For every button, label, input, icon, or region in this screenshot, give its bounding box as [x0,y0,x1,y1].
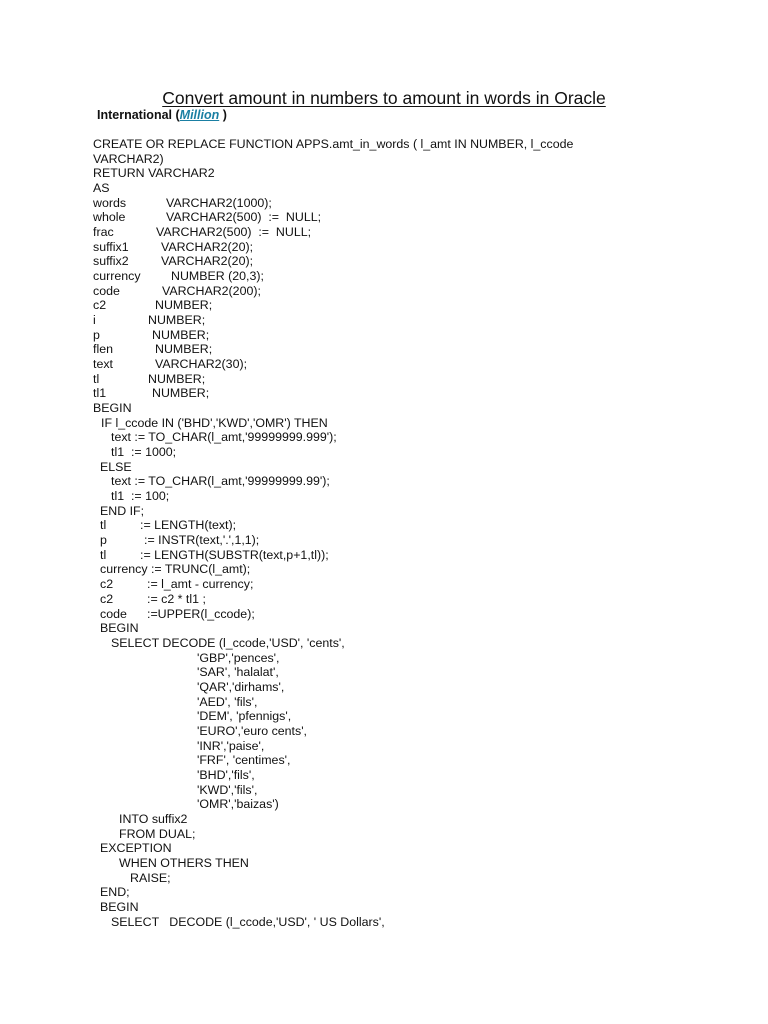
code-line [93,401,673,416]
code-text: BEGIN [100,621,139,636]
code-line [93,915,673,930]
code-line [93,665,673,680]
code-text: 'QAR','dirhams', [197,679,285,694]
code-text: VARCHAR2(30); [155,357,248,372]
code-text: 'INR','paise', [197,738,265,753]
code-listing [93,137,673,929]
code-text: AS [93,181,110,196]
subtitle [97,107,227,123]
code-text: := c2 * tl1 ; [147,591,206,606]
code-line [93,518,673,533]
code-text: text := TO_CHAR(l_amt,'99999999.99'); [111,474,330,489]
code-text: VARCHAR2(500) := NULL; [156,225,312,240]
code-text: 'AED', 'fils', [197,694,258,709]
code-text: := l_amt - currency; [147,577,254,592]
code-line [93,489,673,504]
code-line [93,313,673,328]
code-line [93,357,673,372]
code-text: tl [100,547,107,562]
code-text: VARCHAR2) [93,151,164,166]
code-line [93,636,673,651]
code-text: tl1 := 100; [111,489,170,504]
code-text: NUMBER; [155,342,213,357]
code-line [93,592,673,607]
subtitle-suffix: ) [219,108,227,122]
code-text: suffix2 [93,254,129,269]
code-text: whole [93,210,126,225]
code-line [93,166,673,181]
code-text: 'EURO','euro cents', [197,723,308,738]
code-line [93,885,673,900]
code-text: END; [100,885,130,900]
code-text: code [100,606,127,621]
code-text: INTO suffix2 [119,811,188,826]
code-line [93,607,673,622]
code-text: VARCHAR2(20); [161,254,254,269]
code-text: c2 [100,591,114,606]
code-text: tl [100,518,107,533]
code-text: code [93,283,120,298]
code-text: :=UPPER(l_ccode); [147,606,255,621]
code-text: VARCHAR2(1000); [166,195,272,210]
code-text: 'GBP','pences', [197,650,280,665]
code-text: WHEN OTHERS THEN [119,855,249,870]
code-text: := LENGTH(text); [140,518,237,533]
code-text: c2 [100,577,114,592]
code-text: BEGIN [100,899,139,914]
code-text: 'BHD','fils', [197,767,255,782]
code-text: VARCHAR2(200); [162,283,261,298]
code-text: NUMBER; [152,386,210,401]
code-text: RETURN VARCHAR2 [93,166,215,181]
code-text: suffix1 [93,239,129,254]
code-line [93,504,673,519]
page-title: Convert amount in numbers to amount in words in Oracle [162,88,606,108]
code-line [93,651,673,666]
code-text: i [93,313,96,328]
code-text: tl [93,371,100,386]
code-line [93,797,673,812]
code-line [93,372,673,387]
code-text: tl1 [93,386,107,401]
code-line [93,386,673,401]
code-text: BEGIN [93,401,132,416]
code-line [93,445,673,460]
code-text: END IF; [100,503,145,518]
code-text: SELECT DECODE (l_ccode,'USD', ' US Dollars', [111,914,385,929]
code-text: EXCEPTION [100,841,172,856]
code-text: p [100,533,107,548]
code-text: CREATE OR REPLACE FUNCTION APPS.amt_in_words ( l_amt IN NUMBER, l_ccode [93,137,574,151]
code-text: text [93,357,113,372]
code-text: NUMBER; [148,313,206,328]
code-line [93,196,673,211]
code-text: 'OMR','baizas') [197,797,279,812]
code-line [93,812,673,827]
code-line [93,342,673,357]
million-link[interactable]: Million [179,108,220,122]
code-line [93,709,673,724]
code-line [93,298,673,313]
code-text: currency := TRUNC(l_amt); [100,562,251,577]
code-text: flen [93,342,113,357]
code-line [93,753,673,768]
code-line [93,284,673,299]
code-line [93,768,673,783]
code-text: words [93,195,127,210]
code-text: ELSE [100,459,132,474]
code-text: 'DEM', 'pfennigs', [197,709,292,724]
code-text: 'KWD','fils', [197,782,258,797]
code-line [93,474,673,489]
code-text: VARCHAR2(500) := NULL; [166,210,322,225]
code-text: SELECT DECODE (l_ccode,'USD', 'cents', [111,635,345,650]
code-line [93,152,673,167]
code-line [93,269,673,284]
code-text: 'FRF', 'centimes', [197,753,291,768]
code-line [93,783,673,798]
code-line [93,328,673,343]
code-line [93,900,673,915]
code-line [93,430,673,445]
code-text: RAISE; [130,870,171,885]
code-line [93,548,673,563]
code-line [93,577,673,592]
code-text: := INSTR(text,'.',1,1); [144,533,260,548]
code-line [93,724,673,739]
code-text: tl1 := 1000; [111,445,177,460]
code-text: p [93,327,100,342]
code-line [93,621,673,636]
code-line [93,680,673,695]
code-line [93,254,673,269]
code-text: 'SAR', 'halalat', [197,665,279,680]
code-line [93,416,673,431]
code-text: VARCHAR2(20); [161,239,254,254]
code-line [93,210,673,225]
code-text: FROM DUAL; [119,826,196,841]
code-line [93,562,673,577]
code-text: NUMBER; [152,327,210,342]
code-line [93,225,673,240]
code-text: := LENGTH(SUBSTR(text,p+1,tl)); [140,547,329,562]
code-line [93,739,673,754]
code-line [93,841,673,856]
code-line [93,533,673,548]
code-text: NUMBER; [155,298,213,313]
code-text: text := TO_CHAR(l_amt,'99999999.999'); [111,430,337,445]
code-text: IF l_ccode IN ('BHD','KWD','OMR') THEN [101,415,328,430]
code-text: NUMBER; [148,371,206,386]
code-text: frac [93,225,114,240]
code-line [93,240,673,255]
code-line [93,181,673,196]
subtitle-prefix: International ( [97,108,180,122]
code-text: c2 [93,298,107,313]
code-line [93,856,673,871]
code-line [93,137,673,152]
code-line [93,460,673,475]
code-line [93,827,673,842]
code-text: currency [93,269,141,284]
code-line [93,871,673,886]
code-line [93,695,673,710]
code-text: NUMBER (20,3); [171,269,264,284]
